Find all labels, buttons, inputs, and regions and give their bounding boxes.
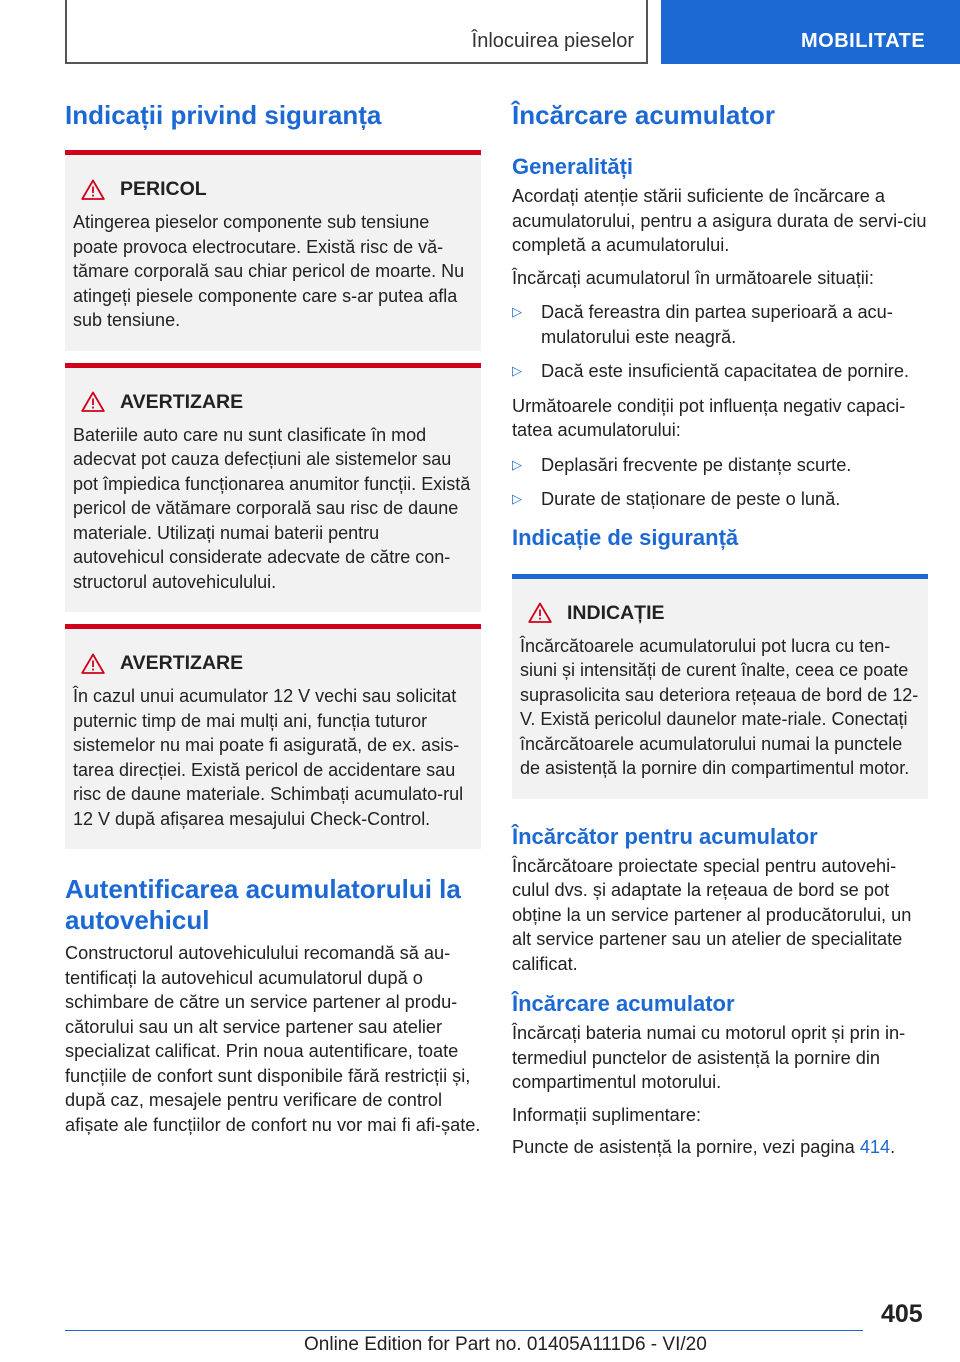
right-column <box>512 100 928 1160</box>
warning-label: AVERTIZARE <box>120 390 244 413</box>
situations-list <box>512 300 928 384</box>
note-text: Încărcătoarele acumulatorului pot lucra cu ten-siuni și intensități de curent înalte, ceea ce poate suprasolicita sau deteriora rețeaua de bord de 12-V. Există pericolul daunelor mate-riale. Conectați încărcătoarele acumulatorului numai la punctele de asistență la pornire din compartimentul motor. <box>520 635 919 778</box>
general-text-2: Încărcați acumulatorul în următoarele situații: <box>512 267 874 288</box>
charger-text: Încărcătoare proiectate special pentru autovehi-culul dvs. și adaptate la rețeaua de bord se pot obține la un service partener al producătorului, un alt service partener sau un atelier de specialitate calificat. <box>512 855 912 974</box>
left-column <box>65 100 481 1137</box>
warning-triangle-icon <box>81 179 105 200</box>
note-label: INDICAȚIE <box>567 601 665 624</box>
warning-text: În cazul unui acumulator 12 V vechi sau solicitat puternic timp de mai mulți ani, funcția tuturor sistemelor nu mai poate fi asigurată, de ex. asis-tarea direcției. Există pericol de accidentare sau risc de daune materiale. Schimbați acumulato-rul 12 V după afișarea mesajului Check-Control. <box>73 686 464 829</box>
info-label: Informații suplimentare: <box>512 1104 702 1125</box>
warning-box-2 <box>65 624 481 849</box>
safety-note-heading: Indicație de siguranță <box>512 524 739 550</box>
danger-label: PERICOL <box>120 178 207 200</box>
list-item: ▷ Dacă fereastra din partea superioară a acu-mulatorului este neagră. <box>512 302 893 347</box>
danger-box <box>65 150 481 351</box>
footer-text: Online Edition for Part no. 01405A111D6 - VI/20 <box>304 1334 707 1355</box>
warning-text: Bateriile auto care nu sunt clasificate în mod adecvat pot cauza defecțiuni ale sistemelor sau pot împiedica funcționarea anumitor funcții. Există pericol de vătămare corporală sau risc de daune materiale. Utilizați numai baterii pentru autovehicul considerate adecvate de către con-structorul autovehiculului. <box>73 424 471 592</box>
warning-label: AVERTIZARE <box>120 652 244 674</box>
bullet-triangle-icon: ▷ <box>512 491 522 506</box>
bullet-triangle-icon: ▷ <box>512 304 522 319</box>
danger-text: Atingerea pieselor componente sub tensiune poate provoca electrocutare. Există risc de vă-tămare corporală sau chiar pericol de moarte. Nu atingeți piesele componente care s-ar putea afla sub tensiune. <box>73 212 465 330</box>
header-tab-mobilitate[interactable] <box>661 0 960 64</box>
bullet-triangle-icon: ▷ <box>512 363 522 378</box>
general-text-3: Următoarele condiții pot influența negativ capaci-tatea acumulatorului: <box>512 395 906 440</box>
charging-heading: Încărcare acumulator <box>512 100 776 130</box>
authentication-text: Constructorul autovehiculului recomandă să au-tentificați la autovehicul acumulatorul după o schimbare de către un service partener al produ-cătorului sau un alt service partener sau atelier specializat calificat. Prin noua autentificare, toate funcțiile de confort sunt disponibile fără restricții și, după caz, mesajele pentru verificare de control afișate ale funcțiilor de confort nu vor mai fi afi-șate. <box>65 943 481 1135</box>
charger-heading: Încărcător pentru acumulator <box>512 823 818 849</box>
warning-triangle-icon <box>81 391 105 412</box>
section-title: Înlocuirea pieselor <box>471 30 634 52</box>
warning-triangle-icon <box>528 602 552 623</box>
conditions-list <box>512 453 928 512</box>
safety-heading: Indicații privind siguranța <box>65 100 382 130</box>
tab-label: MOBILITATE <box>801 30 926 52</box>
reference-text: Puncte de asistență la pornire, vezi pagina 414. <box>512 1137 896 1157</box>
warning-triangle-icon <box>81 653 105 674</box>
list-item: ▷ Deplasări frecvente pe distanțe scurte. <box>512 453 928 478</box>
page-number: 405 <box>881 1300 923 1328</box>
charging-subheading: Încărcare acumulator <box>512 991 735 1016</box>
header-section <box>65 0 648 64</box>
list-item: ▷ Durate de staționare de peste o lună. <box>512 487 928 512</box>
page-link[interactable]: 414 <box>859 1137 891 1157</box>
charging-text: Încărcați bateria numai cu motorul oprit și prin in-termediul punctelor de asistență la pornire din compartimentul motorului. <box>512 1023 906 1092</box>
warning-box-1 <box>65 363 481 613</box>
list-item: ▷ Dacă este insuficientă capacitatea de pornire. <box>512 359 928 384</box>
bullet-triangle-icon: ▷ <box>512 456 522 472</box>
authentication-heading: Autentificarea acumulatorului la autovehicul <box>65 874 461 935</box>
general-text-1: Acordați atenție stării suficiente de încărcare a acumulatorului, pentru a asigura durata de servi-ciu completă a acumulatorului. <box>512 186 927 255</box>
note-box <box>512 574 928 799</box>
general-heading: Generalități <box>512 154 634 179</box>
footer-divider <box>65 1330 863 1331</box>
